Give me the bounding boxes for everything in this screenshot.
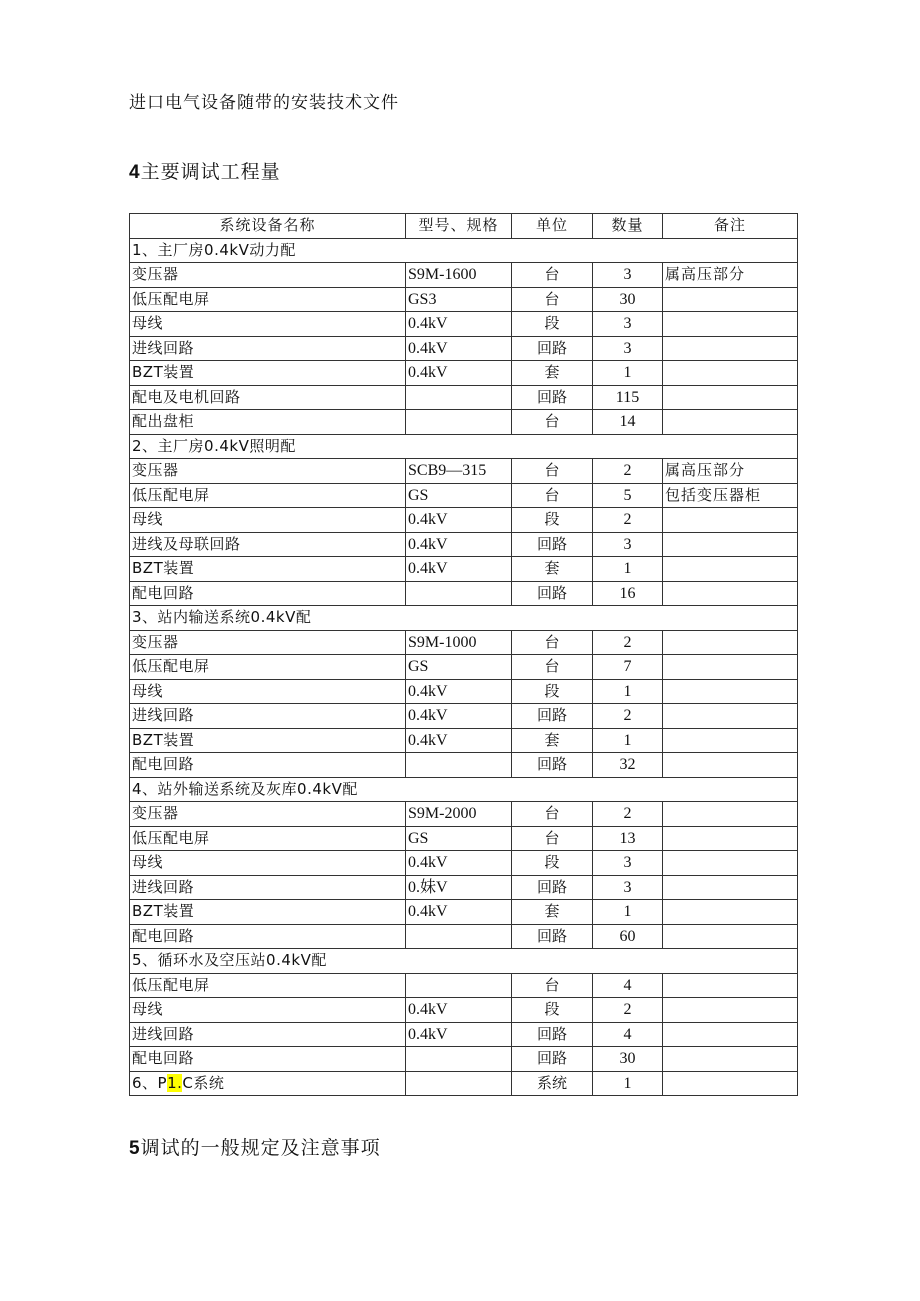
note: [663, 1022, 798, 1047]
unit: 回路: [512, 1022, 593, 1047]
note: [663, 875, 798, 900]
unit: 系统: [512, 1071, 593, 1096]
note: [663, 973, 798, 998]
quantity: 3: [593, 851, 663, 876]
equipment-name: 变压器: [130, 630, 406, 655]
equipment-name: 低压配电屏: [130, 655, 406, 680]
equipment-name: 低压配电屏: [130, 483, 406, 508]
quantity: 2: [593, 459, 663, 484]
quantity: 1: [593, 900, 663, 925]
note: [663, 508, 798, 533]
unit: 回路: [512, 385, 593, 410]
note: [663, 410, 798, 435]
model-spec: 0.4kV: [406, 557, 512, 582]
note: [663, 287, 798, 312]
table-row: [130, 679, 798, 704]
section-row: [130, 949, 798, 974]
note: [663, 557, 798, 582]
highlighted-text: 1.: [167, 1073, 183, 1092]
model-spec: 0.4kV: [406, 361, 512, 386]
model-spec: 0.4kV: [406, 508, 512, 533]
header-qty: 数量: [593, 214, 663, 239]
table-row: [130, 410, 798, 435]
note: [663, 753, 798, 778]
model-spec: [406, 385, 512, 410]
equipment-name: 进线及母联回路: [130, 532, 406, 557]
header-note: 备注: [663, 214, 798, 239]
section-title-cell: 4、站外输送系统及灰库0.4kV配: [130, 777, 798, 802]
quantity: 60: [593, 924, 663, 949]
table-row: [130, 973, 798, 998]
name-prefix: 6、P: [132, 1073, 168, 1092]
equipment-name: [130, 1071, 406, 1096]
header-spec: 型号、规格: [406, 214, 512, 239]
quantity: 1: [593, 679, 663, 704]
quantity: 3: [593, 336, 663, 361]
section-number: 4: [129, 162, 141, 183]
model-spec: S9M-2000: [406, 802, 512, 827]
equipment-table: [129, 213, 798, 1096]
unit: 段: [512, 679, 593, 704]
note: [663, 1071, 798, 1096]
header-unit: 单位: [512, 214, 593, 239]
section-title-cell: 5、循环水及空压站0.4kV配: [130, 949, 798, 974]
unit: 台: [512, 802, 593, 827]
section-number: 5: [129, 1138, 141, 1159]
note: [663, 630, 798, 655]
intro-line: 进口电气设备随带的安装技术文件: [129, 93, 399, 113]
table-row: [130, 483, 798, 508]
quantity: 4: [593, 973, 663, 998]
equipment-name: 母线: [130, 998, 406, 1023]
section-row: [130, 238, 798, 263]
table-row: [130, 508, 798, 533]
table-row: [130, 802, 798, 827]
unit: 回路: [512, 1047, 593, 1072]
unit: 回路: [512, 336, 593, 361]
unit: 回路: [512, 581, 593, 606]
model-spec: 0.4kV: [406, 1022, 512, 1047]
unit: 段: [512, 998, 593, 1023]
model-spec: 0.4kV: [406, 679, 512, 704]
equipment-name: 低压配电屏: [130, 826, 406, 851]
table-body: [130, 238, 798, 1096]
unit: 台: [512, 263, 593, 288]
note: [663, 826, 798, 851]
quantity: 16: [593, 581, 663, 606]
equipment-name: 变压器: [130, 802, 406, 827]
quantity: 30: [593, 1047, 663, 1072]
header-name: 系统设备名称: [130, 214, 406, 239]
table-row: [130, 361, 798, 386]
note: [663, 581, 798, 606]
quantity: 1: [593, 728, 663, 753]
model-spec: 0.4kV: [406, 532, 512, 557]
note: [663, 998, 798, 1023]
equipment-name: 配电及电机回路: [130, 385, 406, 410]
unit: 套: [512, 728, 593, 753]
equipment-name: BZT装置: [130, 361, 406, 386]
quantity: 1: [593, 1071, 663, 1096]
unit: 台: [512, 826, 593, 851]
model-spec: 0.4kV: [406, 900, 512, 925]
unit: 套: [512, 557, 593, 582]
unit: 套: [512, 361, 593, 386]
model-spec: GS: [406, 483, 512, 508]
note: [663, 679, 798, 704]
model-spec: GS: [406, 655, 512, 680]
section-title: 主要调试工程量: [140, 161, 281, 183]
note: [663, 336, 798, 361]
table-row: [130, 998, 798, 1023]
quantity: 14: [593, 410, 663, 435]
quantity: 13: [593, 826, 663, 851]
name-suffix: C系统: [182, 1073, 225, 1092]
unit: 台: [512, 655, 593, 680]
equipment-name: BZT装置: [130, 900, 406, 925]
quantity: 2: [593, 802, 663, 827]
unit: 回路: [512, 704, 593, 729]
quantity: 4: [593, 1022, 663, 1047]
table-row: [130, 924, 798, 949]
equipment-name: 进线回路: [130, 875, 406, 900]
section-title-cell: 1、主厂房0.4kV动力配: [130, 238, 798, 263]
section-title: 调试的一般规定及注意事项: [140, 1137, 381, 1159]
table-row: [130, 875, 798, 900]
unit: 台: [512, 410, 593, 435]
table-row: [130, 532, 798, 557]
table-row: [130, 263, 798, 288]
model-spec: 0.4kV: [406, 998, 512, 1023]
note: 属高压部分: [663, 459, 798, 484]
model-spec: [406, 924, 512, 949]
equipment-name: 配出盘柜: [130, 410, 406, 435]
unit: 台: [512, 630, 593, 655]
unit: 段: [512, 851, 593, 876]
quantity: 3: [593, 875, 663, 900]
unit: 台: [512, 287, 593, 312]
unit: 台: [512, 459, 593, 484]
table-row: [130, 557, 798, 582]
table-row: [130, 312, 798, 337]
quantity: 3: [593, 312, 663, 337]
quantity: 5: [593, 483, 663, 508]
model-spec: S9M-1600: [406, 263, 512, 288]
note: [663, 312, 798, 337]
equipment-name: 配电回路: [130, 924, 406, 949]
equipment-name: 低压配电屏: [130, 973, 406, 998]
equipment-name: 母线: [130, 851, 406, 876]
table-row: [130, 336, 798, 361]
model-spec: [406, 1047, 512, 1072]
unit: 台: [512, 973, 593, 998]
model-spec: [406, 581, 512, 606]
note: [663, 802, 798, 827]
model-spec: [406, 973, 512, 998]
equipment-name: 低压配电屏: [130, 287, 406, 312]
note: [663, 1047, 798, 1072]
note: 包括变压器柜: [663, 483, 798, 508]
quantity: 2: [593, 704, 663, 729]
model-spec: S9M-1000: [406, 630, 512, 655]
table-row: [130, 581, 798, 606]
model-spec: 0.4kV: [406, 851, 512, 876]
note: [663, 385, 798, 410]
note: 属高压部分: [663, 263, 798, 288]
unit: 回路: [512, 924, 593, 949]
table-row: [130, 385, 798, 410]
quantity: 32: [593, 753, 663, 778]
equipment-name: 配电回路: [130, 581, 406, 606]
section-row: [130, 606, 798, 631]
section-row: [130, 777, 798, 802]
equipment-name: 进线回路: [130, 336, 406, 361]
equipment-name: 进线回路: [130, 704, 406, 729]
quantity: 2: [593, 630, 663, 655]
equipment-name: BZT装置: [130, 557, 406, 582]
equipment-name: 母线: [130, 508, 406, 533]
section-title-cell: 3、站内输送系统0.4kV配: [130, 606, 798, 631]
table-row: [130, 1071, 798, 1096]
model-spec: [406, 410, 512, 435]
unit: 回路: [512, 753, 593, 778]
note: [663, 361, 798, 386]
equipment-name: 母线: [130, 679, 406, 704]
unit: 段: [512, 312, 593, 337]
quantity: 2: [593, 508, 663, 533]
note: [663, 728, 798, 753]
equipment-name: 变压器: [130, 263, 406, 288]
table-header-row: [130, 214, 798, 239]
model-spec: 0.4kV: [406, 728, 512, 753]
table-row: [130, 826, 798, 851]
quantity: 3: [593, 532, 663, 557]
model-spec: 0.4kV: [406, 336, 512, 361]
quantity: 7: [593, 655, 663, 680]
note: [663, 900, 798, 925]
table-row: [130, 704, 798, 729]
equipment-name: 配电回路: [130, 1047, 406, 1072]
quantity: 115: [593, 385, 663, 410]
model-spec: 0.妹V: [406, 875, 512, 900]
table-row: [130, 900, 798, 925]
quantity: 3: [593, 263, 663, 288]
note: [663, 532, 798, 557]
equipment-name: BZT装置: [130, 728, 406, 753]
table-row: [130, 753, 798, 778]
unit: 段: [512, 508, 593, 533]
table-row: [130, 655, 798, 680]
model-spec: GS3: [406, 287, 512, 312]
section-4-heading: [129, 157, 281, 184]
quantity: 2: [593, 998, 663, 1023]
quantity: 1: [593, 361, 663, 386]
section-title-cell: 2、主厂房0.4kV照明配: [130, 434, 798, 459]
equipment-name: 配电回路: [130, 753, 406, 778]
equipment-name: 进线回路: [130, 1022, 406, 1047]
equipment-name: 变压器: [130, 459, 406, 484]
unit: 回路: [512, 875, 593, 900]
equipment-name: 母线: [130, 312, 406, 337]
model-spec: [406, 1071, 512, 1096]
table-row: [130, 851, 798, 876]
section-5-heading: [129, 1133, 381, 1160]
unit: 套: [512, 900, 593, 925]
quantity: 30: [593, 287, 663, 312]
model-spec: 0.4kV: [406, 312, 512, 337]
note: [663, 704, 798, 729]
quantity: 1: [593, 557, 663, 582]
note: [663, 851, 798, 876]
unit: 台: [512, 483, 593, 508]
table-row: [130, 459, 798, 484]
table-row: [130, 728, 798, 753]
model-spec: [406, 753, 512, 778]
table-row: [130, 287, 798, 312]
note: [663, 655, 798, 680]
model-spec: 0.4kV: [406, 704, 512, 729]
table-row: [130, 1047, 798, 1072]
table-row: [130, 630, 798, 655]
note: [663, 924, 798, 949]
model-spec: SCB9—315: [406, 459, 512, 484]
table-row: [130, 1022, 798, 1047]
model-spec: GS: [406, 826, 512, 851]
unit: 回路: [512, 532, 593, 557]
section-row: [130, 434, 798, 459]
